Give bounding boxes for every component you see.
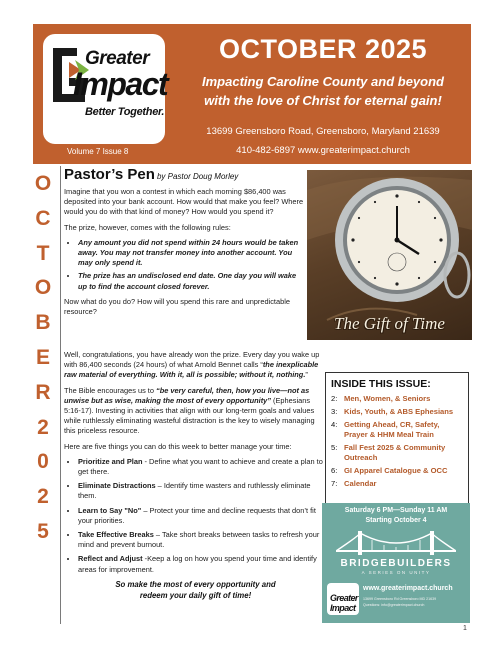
contents-title: Kids, Youth, & ABS Ephesians — [344, 407, 454, 416]
contents-item — [331, 394, 464, 404]
prize-rules-list — [64, 238, 304, 292]
article-title: Pastor’s Pen — [64, 166, 155, 183]
mission-tagline — [178, 72, 468, 110]
contents-item — [331, 420, 464, 440]
promo-email[interactable]: Questions: info@greaterimpact.church — [363, 603, 425, 607]
newsletter-header — [33, 24, 471, 164]
side-letter: R — [35, 380, 51, 404]
image-caption: The Gift of Time — [334, 314, 445, 333]
promo-start-date: Starting October 4 — [365, 517, 427, 524]
list-item — [78, 506, 327, 526]
side-letter: B — [35, 311, 51, 335]
contents-page: 2: — [331, 394, 338, 403]
article-paragraph — [64, 386, 327, 437]
contents-item — [331, 407, 464, 417]
tip-heading: Reflect and Adjust — [78, 554, 143, 564]
page-number: 1 — [463, 625, 467, 632]
tip-text: – Identify time wasters and ruthlessly eliminate them. — [78, 481, 311, 501]
church-phone-website: 410-482-6897 www.greaterimpact.church — [236, 145, 410, 156]
bridge-icon — [336, 529, 456, 557]
side-letter: 2 — [37, 485, 49, 509]
paragraph-text: Well, congratulations, you have already won the prize. Every day you wake up with 86,400 seconds (24 hours) of what Arnold Bennet calls “ — [64, 350, 320, 370]
paragraph-text: (Ephesians 5:16-17). Investing in activities that align with our long-term goals and values while ruthlessly eliminating wasteful distraction is the key to wisely managing this priceless resource. — [64, 395, 315, 436]
promo-series-title: BRIDGEBUILDERS — [340, 558, 452, 569]
promo-series-subtitle: A SERIES ON UNITY — [361, 570, 431, 575]
tip-heading: Prioritize and Plan — [78, 456, 143, 466]
promo-website[interactable]: www.greaterimpact.church — [363, 585, 453, 592]
article-heading — [64, 166, 304, 183]
tip-text: – Take short breaks between tasks to refresh your mind and prevent burnout. — [78, 530, 320, 550]
side-letter: E — [35, 345, 50, 369]
side-letter: 5 — [37, 519, 49, 543]
contents-title: Men, Women, & Seniors — [344, 394, 431, 403]
contents-list — [326, 394, 468, 489]
paragraph-text: The Bible encourages us to — [64, 385, 157, 395]
volume-issue: Volume 7 Issue 8 — [67, 147, 129, 156]
article-paragraph — [64, 350, 327, 381]
list-item — [78, 554, 327, 574]
article-paragraph: Now what do you do? How will you spend this rare and unpredictable resource? — [64, 296, 290, 317]
contents-page: 7: — [331, 479, 338, 488]
article-paragraph: Imagine that you won a contest in which each morning $86,400 was deposited into your bank account. How would that make you feel? Where would you do with that kind of money? How would you spend it? — [64, 187, 304, 217]
time-tips-list — [64, 457, 327, 575]
newsletter-title: OCTOBER 2025 — [218, 34, 428, 64]
scripture-quote: “be very careful, then, how you live—not as unwise but as wise, making the most of every opportunity” — [64, 385, 310, 405]
inside-title: INSIDE THIS ISSUE: — [331, 378, 431, 390]
tip-heading: Eliminate Distractions — [78, 481, 156, 491]
side-letter: 2 — [37, 415, 49, 439]
paragraph-text: ” — [305, 370, 308, 380]
contents-title: GI Apparel Catalogue & OCC — [344, 466, 448, 475]
tip-heading: Learn to Say "No" — [78, 505, 142, 515]
inside-this-issue-box — [325, 372, 469, 506]
contents-page: 3: — [331, 407, 338, 416]
pastors-pen-article — [64, 166, 304, 322]
tip-text: - Define what you want to achieve and create a plan to get there. — [78, 456, 323, 477]
tip-text: – Protect your time and decline requests that don’t fit your priorities. — [78, 505, 316, 525]
contents-title: Calendar — [344, 479, 377, 488]
pastors-pen-article-continued — [64, 350, 327, 601]
side-letter: O — [34, 276, 52, 300]
bennet-quote: the inexplicable raw material of everything. With it, all is possible; without it, nothing. — [64, 360, 319, 380]
closing-exhortation — [64, 579, 327, 601]
list-item: • The prize has an undisclosed end date. One day you will wake up to find the account closed forever. — [78, 271, 304, 291]
list-item — [78, 530, 327, 550]
logo-tagline: Better Together. — [85, 106, 165, 118]
closing-line-1: So make the most of every opportunity and — [115, 579, 276, 589]
contents-page: 5: — [331, 443, 338, 452]
article-paragraph: The prize, however, comes with the following rules: — [64, 222, 231, 232]
contents-title: Fall Fest 2025 & Community Outreach — [344, 443, 446, 462]
promo-logo-text: Greater Impact — [330, 593, 358, 613]
closing-line-2: redeem your daily gift of time! — [139, 590, 252, 600]
promo-address: 13699 Greensboro Rd Greensboro MD 21639 — [363, 597, 437, 601]
article-paragraph: Here are five things you can do this week to better manage your time: — [64, 441, 292, 451]
side-letter: C — [35, 206, 51, 230]
tagline-line-2: with the love of Christ for eternal gain! — [204, 93, 442, 108]
contents-page: 6: — [331, 466, 338, 475]
vertical-month-label — [30, 172, 56, 555]
contents-item — [331, 479, 464, 489]
contents-title: Getting Ahead, CR, Safety, Prayer & HHM Meal Train — [344, 420, 440, 439]
pocket-watch-image — [307, 170, 472, 340]
side-letter: 0 — [37, 450, 49, 474]
side-letter: T — [36, 241, 50, 265]
side-letter: O — [34, 172, 52, 195]
article-byline: by Pastor Doug Morley — [156, 172, 239, 181]
logo-word-greater: Greater — [85, 48, 150, 69]
list-item — [78, 481, 327, 501]
contents-item — [331, 443, 464, 463]
divider-line — [60, 166, 61, 624]
promo-service-times: Saturday 6 PM—Sunday 11 AM — [344, 507, 448, 514]
tip-text: -Keep a log on how you spend your time and identify areas for improvement. — [78, 554, 317, 574]
tagline-line-1: Impacting Caroline County and beyond — [202, 74, 444, 89]
contents-page: 4: — [331, 420, 338, 429]
tip-heading: Take Effective Breaks — [78, 530, 154, 540]
promo-logo — [327, 583, 359, 615]
list-item: • Any amount you did not spend within 24 hours would be taken away. You may not transfer money into another account. You may only spend it. — [78, 238, 304, 269]
logo-word-impact: Impact — [73, 66, 168, 102]
contents-item — [331, 466, 464, 476]
church-logo — [43, 34, 168, 144]
church-address: 13699 Greensboro Road, Greensboro, Maryland 21639 — [206, 126, 440, 137]
bridgebuilders-promo — [322, 503, 470, 623]
list-item — [78, 457, 327, 477]
